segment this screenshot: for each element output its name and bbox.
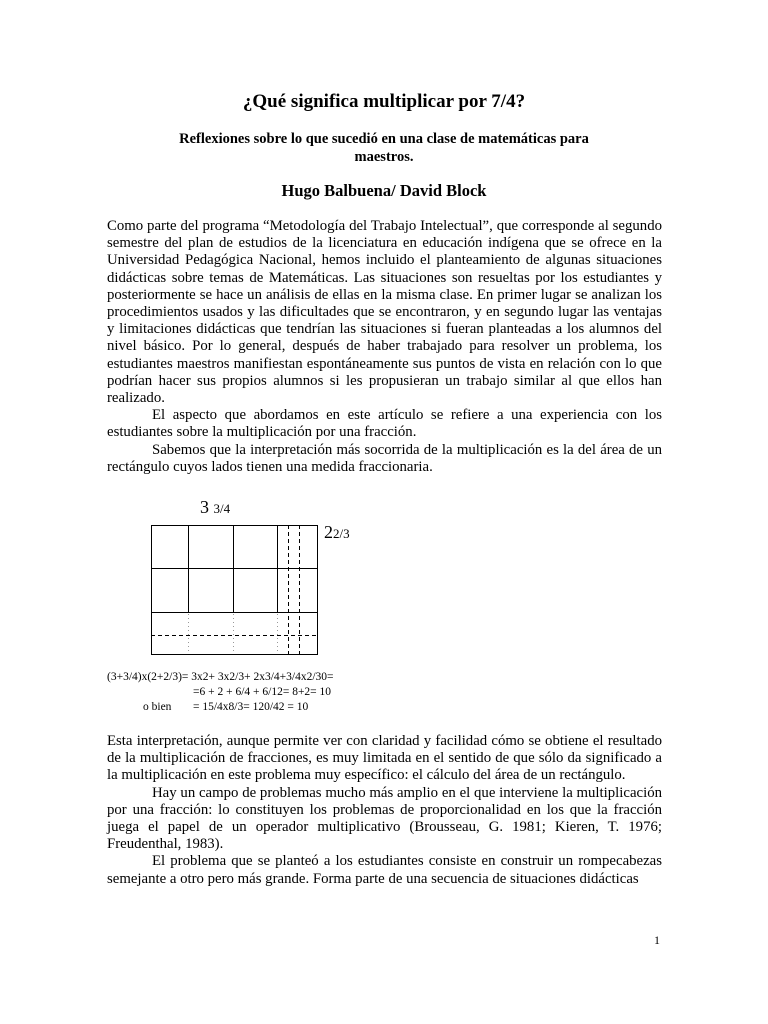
area-rectangle-diagram [0,490,768,670]
paragraph-4: Esta interpretación, aunque permite ver con claridad y facilidad cómo se obtiene el resultado de la multiplicación de fracciones, es muy limitada en el sentido de que sólo da significado a la multiplicación en este problema muy específico: el cálculo del área de un rectángulo. [107,733,662,784]
body-text-bottom [107,733,662,888]
paragraph-1: Como parte del programa “Metodología del Trabajo Intelectual”, que corresponde al segundo semestre del plan de estudios de la licenciatura en educación indígena que se ofrece en la Universidad Pedagógica Nacional, hemos incluido el planteamiento de algunas situaciones didácticas sobre temas de Matemáticas. Las situaciones son resueltas por los estudiantes y posteriormente se hace un análisis de ellas en la misma clase. En primer lugar se analizan los procedimientos usados y las dificultades que se encontraron, y en segundo lugar las ventajas y limitaciones didácticas que tendrían las situaciones si fueran planteadas a los alumnos del nivel básico. Por lo general, después de haber trabajado para resolver un problema, los estudiantes maestros manifiestan espontáneamente sus puntos de vista en relación con lo que podrían hacer sus propios alumnos si les propusieran un trabajo similar al que ellos han realizado. [107,218,662,407]
paragraph-5: Hay un campo de problemas mucho más amplio en el que interviene la multiplicación por una fracción: lo constituyen los problemas de proporcionalidad en los que la fracción juega el papel de un operador multiplicativo (Brousseau, G. 1981; Kieren, T. 1976; Freudenthal, 1983). [107,784,662,853]
height-whole: 2 [324,522,333,542]
formula-line-1: (3+3/4)x(2+2/3)= 3x2+ 3x2/3+ 2x3/4+3/4x2/30= [107,671,334,683]
formula-block [107,670,507,715]
document-title: ¿Qué significa multiplicar por 7/4? [242,91,526,112]
formula-line-3 [107,700,507,715]
body-text-top [107,218,662,476]
area-grid [0,490,768,670]
document-authors: Hugo Balbuena/ David Block [281,181,487,200]
formula-line-3-expression: = 15/4x8/3= 120/42 = 10 [193,701,309,713]
subtitle-line-1: Reflexiones sobre lo que sucedió en una clase de matemáticas para [179,131,589,147]
paragraph-6: El problema que se planteó a los estudiantes consiste en construir un rompecabezas semejante a otro pero más grande. Forma parte de una secuencia de situaciones didácticas [107,853,662,887]
page-number: 1 [654,933,660,947]
subtitle-line-2: maestros. [354,149,414,165]
paragraph-3: Sabemos que la interpretación más socorrida de la multiplicación es la del área de un rectángulo cuyos lados tienen una medida fraccionaria. [107,441,662,475]
formula-line-2: =6 + 2 + 6/4 + 6/12= 8+2= 10 [193,686,332,698]
height-fraction: 2/3 [333,526,350,541]
document-subtitle [0,130,768,166]
width-fraction: 3/4 [213,501,231,516]
paragraph-2: El aspecto que abordamos en este artículo se refiere a una experiencia con los estudiantes sobre la multiplicación por una fracción. [107,407,662,441]
formula-or-label: o bien [143,701,172,713]
width-whole: 3 [200,497,209,517]
